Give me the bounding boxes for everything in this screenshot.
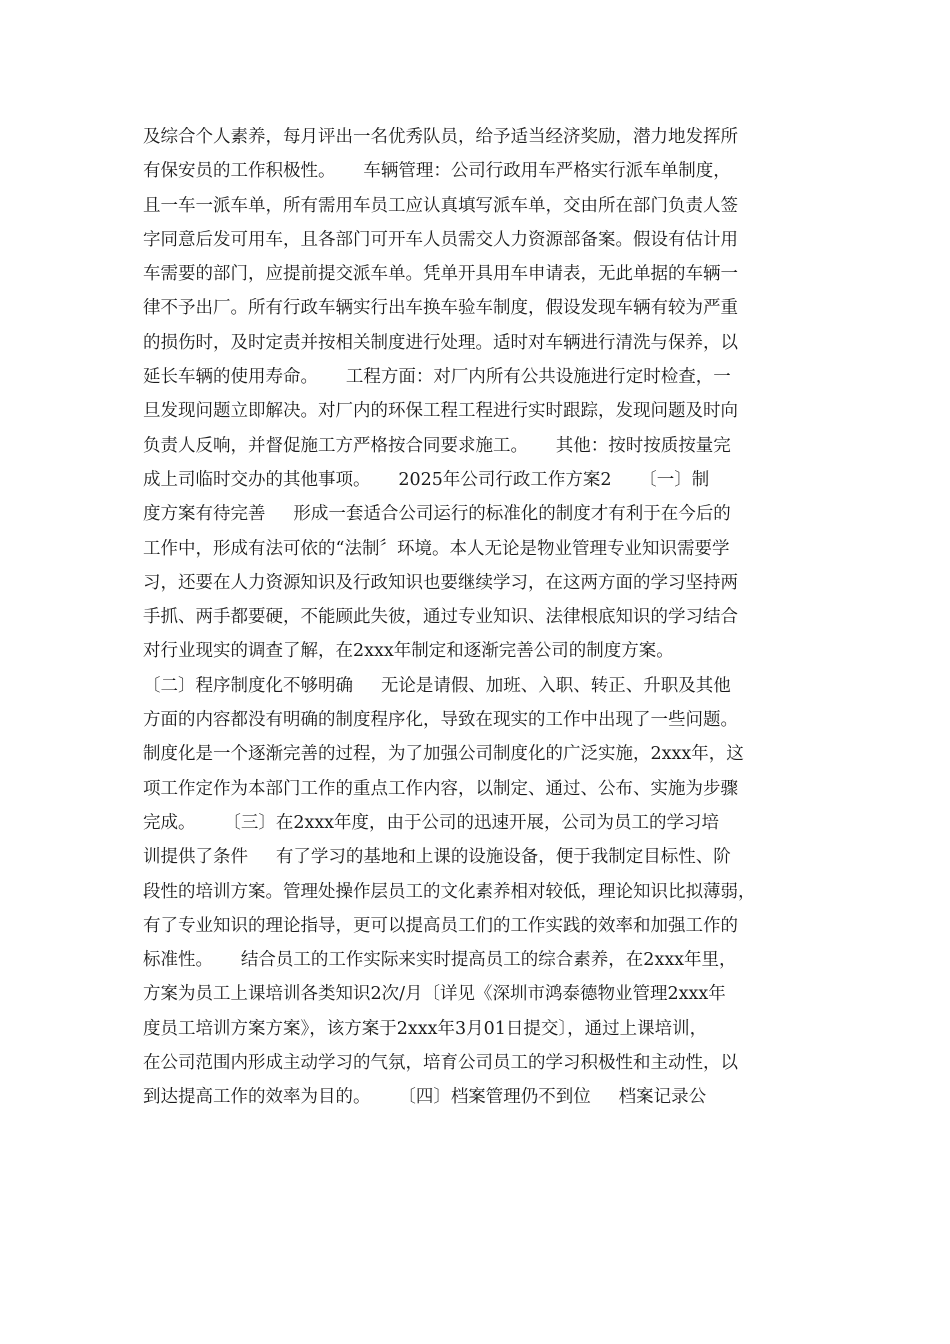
text-line: 负责人反响，并督促施工方严格按合同要求施工。 其他：按时按质按量完 bbox=[143, 435, 731, 456]
text-line: 〔二〕程序制度化不够明确 无论是请假、加班、入职、转正、升职及其他 bbox=[143, 675, 731, 696]
text-line: 制度化是一个逐渐完善的过程，为了加强公司制度化的广泛实施，2xxx年，这 bbox=[143, 744, 744, 765]
text-line: 成上司临时交办的其他事项。 2025年公司行政工作方案2 〔一〕制 bbox=[143, 469, 710, 490]
text-line: 旦发现问题立即解决。对厂内的环保工程工程进行实时跟踪，发现问题及时向 bbox=[143, 401, 738, 422]
text-line: 及综合个人素养，每月评出一名优秀队员，给予适当经济奖励，潜力地发挥所 bbox=[143, 127, 738, 147]
text-line: 且一车一派车单，所有需用车员工应认真填写派车单，交由所在部门负责人签 bbox=[143, 195, 738, 216]
text-line: 有了专业知识的理论指导，更可以提高员工们的工作实践的效率和加强工作的 bbox=[143, 915, 738, 936]
text-line: 有保安员的工作积极性。 车辆管理：公司行政用车严格实行派车单制度， bbox=[143, 161, 731, 182]
text-line: 方面的内容都没有明确的制度程序化，导致在现实的工作中出现了一些问题。 bbox=[143, 710, 738, 731]
text-line: 在公司范围内形成主动学习的气氛，培育公司员工的学习积极性和主动性，以 bbox=[143, 1053, 738, 1074]
text-line: 方案为员工上课培训各类知识2次/月〔详见《深圳市鸿泰德物业管理2xxx年 bbox=[143, 984, 726, 1005]
text-line: 度方案有待完善 形成一套适合公司运行的标准化的制度才有利于在今后的 bbox=[143, 504, 731, 525]
text-line: 标准性。 结合员工的工作实际来实时提高员工的综合素养，在2xxx年里， bbox=[143, 950, 737, 971]
text-line: 工作中，形成有法可依的“法制〞环境。本人无论是物业管理专业知识需要学 bbox=[143, 538, 730, 559]
text-line: 段性的培训方案。管理处操作层员工的文化素养相对较低，理论知识比拟薄弱， bbox=[143, 881, 756, 902]
text-line: 车需要的部门，应提前提交派车单。凭单开具用车申请表，无此单据的车辆一 bbox=[143, 264, 738, 285]
text-line: 手抓、两手都要硬，不能顾此失彼，通过专业知识、法律根底知识的学习结合 bbox=[143, 607, 738, 628]
text-line: 训提供了条件 有了学习的基地和上课的设施设备，便于我制定目标性、阶 bbox=[143, 847, 731, 868]
text-line: 完成。 〔三〕在2xxx年度，由于公司的迅速开展，公司为员工的学习培 bbox=[143, 812, 720, 833]
text-line: 律不予出厂。所有行政车辆实行出车换车验车制度，假设发现车辆有较为严重 bbox=[143, 298, 738, 319]
text-line: 到达提高工作的效率为目的。 〔四〕档案管理仍不到位 档案记录公 bbox=[143, 1087, 707, 1108]
text-line: 习，还要在人力资源知识及行政知识也要继续学习，在这两方面的学习坚持两 bbox=[143, 572, 738, 593]
text-line: 的损伤时，及时定责并按相关制度进行处理。适时对车辆进行清洗与保养，以 bbox=[143, 332, 738, 353]
text-line: 延长车辆的使用寿命。 工程方面：对厂内所有公共设施进行定时检查，一 bbox=[143, 367, 731, 388]
text-line: 字同意后发可用车，且各部门可开车人员需交人力资源部备案。假设有估计用 bbox=[143, 229, 738, 250]
body-text bbox=[143, 120, 808, 1115]
text-line: 度员工培训方案方案》，该方案于2xxx年3月01日提交〕，通过上课培训， bbox=[143, 1018, 708, 1039]
text-line: 项工作定作为本部门工作的重点工作内容，以制定、通过、公布、实施为步骤 bbox=[143, 778, 738, 799]
text-line: 对行业现实的调查了解，在2xxx年制定和逐渐完善公司的制度方案。 bbox=[143, 641, 674, 662]
